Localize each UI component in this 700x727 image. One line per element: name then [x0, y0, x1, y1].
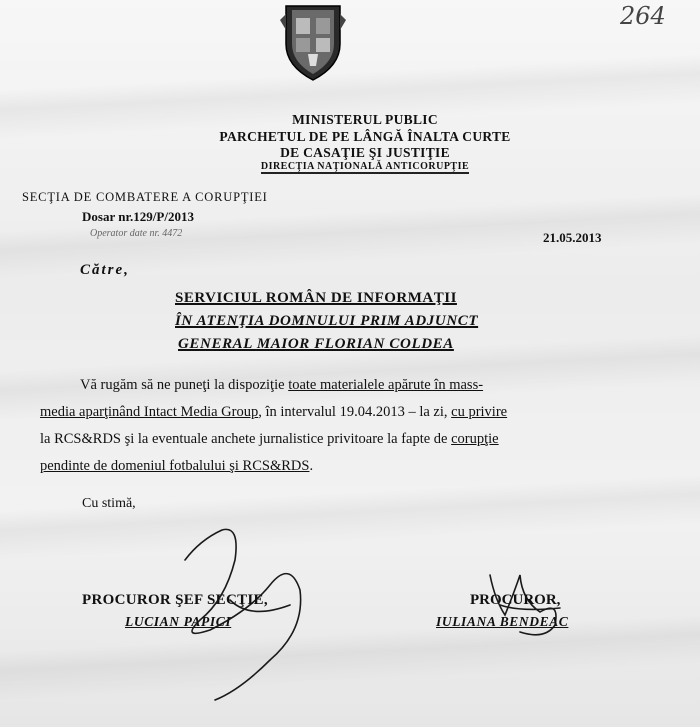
body-line-4-a: pendinte de domeniul fotbalului şi RCS&RDS	[40, 458, 310, 474]
romanian-coat-of-arms-icon	[278, 0, 348, 82]
header-directorate-text: DIRECŢIA NAŢIONALĂ ANTICORUPŢIE	[260, 161, 470, 172]
header-prosecutor-office: PARCHETUL DE PE LÂNGĂ ÎNALTA CURTE	[219, 129, 511, 144]
body-line-1-b: toate materialele apărute în mass-	[288, 377, 484, 393]
right-signatory-name: IULIANA BENDEAC	[436, 614, 569, 629]
body-line-2-a: media aparţinând Intact Media Group	[40, 404, 259, 420]
handwritten-page-number: 264	[620, 2, 666, 30]
closing: Cu stimă,	[82, 496, 136, 511]
body-line-3	[40, 426, 650, 453]
header-directorate	[15, 161, 700, 172]
body-line-2-b: , în intervalul 19.04.2013 – la zi,	[258, 404, 452, 420]
recipient-line-1: SERVICIUL ROMÂN DE INFORMAŢII	[175, 290, 457, 306]
recipient-line-3: GENERAL MAIOR FLORIAN COLDEA	[178, 336, 454, 352]
salutation: Către,	[80, 262, 130, 278]
body-line-3-a: la RCS&RDS şi la eventuale anchete jurnalistice privitoare la fapte de	[40, 431, 452, 447]
body-line-3-b: corupţie	[451, 431, 499, 447]
body-line-1	[80, 372, 650, 399]
left-signatory-name: LUCIAN PAPICI	[125, 614, 232, 629]
section-name: SECŢIA DE COMBATERE A CORUPŢIEI	[22, 190, 268, 204]
right-signatory-role: PROCUROR,	[470, 592, 561, 608]
header-ministry: MINISTERUL PUBLIC	[292, 112, 438, 127]
left-signatory-role: PROCUROR ŞEF SECŢIE,	[82, 592, 268, 608]
operator-number: Operator date nr. 4472	[90, 228, 183, 239]
case-number: Dosar nr.129/P/2013	[82, 209, 194, 224]
recipient-line-2: ÎN ATENŢIA DOMNULUI PRIM ADJUNCT	[175, 313, 479, 329]
body-line-4	[40, 453, 650, 480]
body-line-1-a: Vă rugăm să ne puneţi la dispoziţie	[80, 377, 289, 393]
body-line-2	[40, 399, 650, 426]
header-court: DE CASAŢIE ŞI JUSTIŢIE	[280, 145, 450, 160]
body-line-4-b: .	[309, 458, 314, 474]
document-date: 21.05.2013	[543, 230, 602, 245]
body-line-2-c: cu privire	[451, 404, 508, 420]
